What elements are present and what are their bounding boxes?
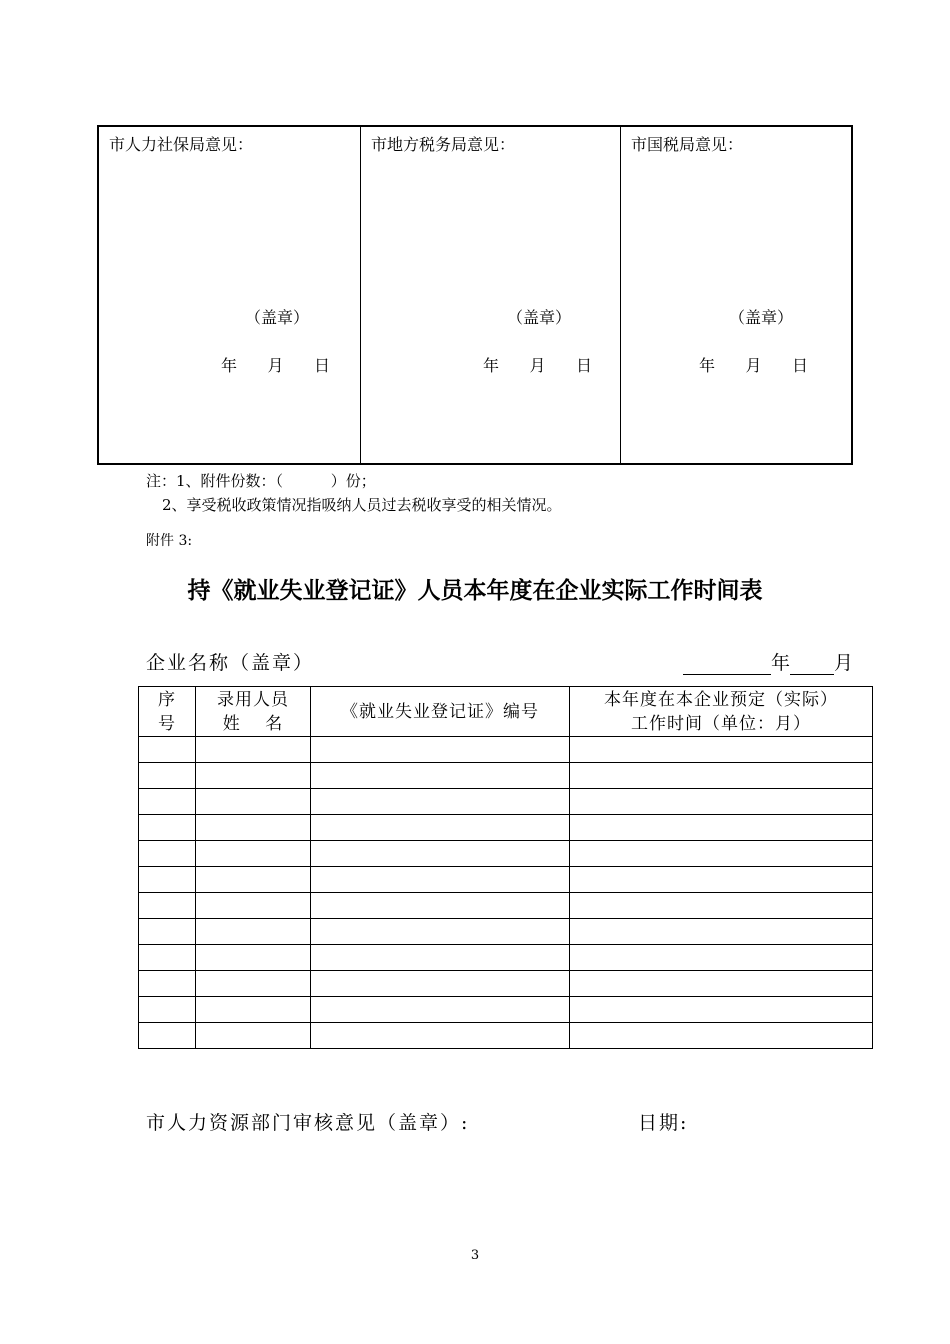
- table-cell[interactable]: [570, 867, 873, 893]
- table-cell[interactable]: [570, 919, 873, 945]
- table-cell[interactable]: [311, 815, 570, 841]
- table-cell[interactable]: [311, 919, 570, 945]
- table-cell[interactable]: [139, 1023, 196, 1049]
- header-certificate-number: [311, 687, 570, 737]
- table-row: [139, 971, 873, 997]
- table-row: [139, 815, 873, 841]
- header-line: 工作时间（单位：月）: [631, 713, 811, 734]
- table-cell[interactable]: [570, 789, 873, 815]
- table-cell[interactable]: [139, 893, 196, 919]
- table-cell[interactable]: [311, 893, 570, 919]
- header-serial-number: [139, 687, 196, 737]
- table-cell[interactable]: [311, 971, 570, 997]
- table-cell[interactable]: [196, 841, 311, 867]
- table-cell[interactable]: [196, 945, 311, 971]
- table-row: [139, 841, 873, 867]
- seal-label: （盖章）: [729, 308, 794, 327]
- table-cell[interactable]: [196, 893, 311, 919]
- table-cell[interactable]: [196, 789, 311, 815]
- work-time-table: [138, 686, 873, 1049]
- table-cell[interactable]: [311, 997, 570, 1023]
- year-month-field: [683, 648, 853, 675]
- table-cell[interactable]: [570, 841, 873, 867]
- header-employee-name: [196, 687, 311, 737]
- page-number: 3: [470, 1248, 480, 1263]
- month-label: 月: [833, 652, 853, 674]
- table-row: [139, 919, 873, 945]
- table-cell[interactable]: [570, 815, 873, 841]
- table-row: [139, 763, 873, 789]
- cell-title: 市国税局意见：: [631, 135, 744, 154]
- table-cell[interactable]: [196, 763, 311, 789]
- date-fill: 年 月 日: [483, 356, 593, 375]
- table-row: [139, 1023, 873, 1049]
- header-line: 姓 名: [222, 713, 284, 734]
- note-tax-policy: 2、享受税收政策情况指吸纳人员过去税收享受的相关情况。: [162, 496, 562, 514]
- table-cell[interactable]: [311, 1023, 570, 1049]
- table-cell[interactable]: [570, 971, 873, 997]
- table-cell[interactable]: [311, 789, 570, 815]
- review-date-label: 日期:: [638, 1112, 689, 1134]
- cell-title: 市人力社保局意见：: [109, 135, 254, 154]
- table-row: [139, 867, 873, 893]
- table-cell[interactable]: [139, 945, 196, 971]
- table-cell[interactable]: [196, 737, 311, 763]
- header-line: 录用人员: [217, 689, 289, 710]
- table-cell[interactable]: [570, 893, 873, 919]
- local-tax-opinion-cell: [360, 127, 620, 463]
- year-blank[interactable]: [683, 654, 771, 675]
- header-line: 本年度在本企业预定（实际）: [604, 689, 838, 710]
- table-cell[interactable]: [570, 997, 873, 1023]
- table-cell[interactable]: [139, 737, 196, 763]
- table-cell[interactable]: [570, 737, 873, 763]
- table-cell[interactable]: [139, 789, 196, 815]
- table-cell[interactable]: [196, 867, 311, 893]
- table-cell[interactable]: [196, 919, 311, 945]
- table-row: [139, 893, 873, 919]
- hr-social-security-opinion-cell: [99, 127, 360, 463]
- table-cell[interactable]: [311, 737, 570, 763]
- table-cell[interactable]: [570, 763, 873, 789]
- table-cell[interactable]: [139, 997, 196, 1023]
- hr-department-review-label: 市人力资源部门审核意见（盖章）:: [146, 1112, 470, 1134]
- attachment-label: 附件 3:: [146, 533, 193, 549]
- table-row: [139, 997, 873, 1023]
- date-fill: 年 月 日: [221, 356, 331, 375]
- table-cell[interactable]: [139, 867, 196, 893]
- table-row: [139, 737, 873, 763]
- table-cell[interactable]: [196, 971, 311, 997]
- page-title: 持《就业失业登记证》人员本年度在企业实际工作时间表: [187, 577, 763, 604]
- table-cell[interactable]: [311, 945, 570, 971]
- table-header-row: [139, 687, 873, 737]
- table-cell[interactable]: [570, 945, 873, 971]
- opinion-table: [97, 125, 853, 465]
- date-fill: 年 月 日: [699, 356, 809, 375]
- header-line: 号: [158, 713, 176, 734]
- note-attachment-count: 注：1、附件份数：（ ）份；: [146, 472, 376, 490]
- table-cell[interactable]: [139, 815, 196, 841]
- table-row: [139, 789, 873, 815]
- table-cell[interactable]: [139, 919, 196, 945]
- year-label: 年: [770, 652, 790, 674]
- seal-label: （盖章）: [507, 308, 572, 327]
- cell-title: 市地方税务局意见：: [371, 135, 516, 154]
- table-cell[interactable]: [311, 763, 570, 789]
- month-blank[interactable]: [790, 654, 834, 675]
- table-cell[interactable]: [570, 1023, 873, 1049]
- company-name-label: 企业名称（盖章）: [146, 652, 315, 674]
- header-line: 序: [158, 689, 176, 710]
- table-cell[interactable]: [196, 815, 311, 841]
- national-tax-opinion-cell: [620, 127, 851, 463]
- table-cell[interactable]: [196, 997, 311, 1023]
- header-work-time: [570, 687, 873, 737]
- table-cell[interactable]: [311, 867, 570, 893]
- table-cell[interactable]: [196, 1023, 311, 1049]
- table-cell[interactable]: [311, 841, 570, 867]
- header-line: 《就业失业登记证》编号: [341, 701, 539, 722]
- seal-label: （盖章）: [245, 308, 310, 327]
- table-row: [139, 945, 873, 971]
- table-cell[interactable]: [139, 763, 196, 789]
- table-cell[interactable]: [139, 971, 196, 997]
- table-cell[interactable]: [139, 841, 196, 867]
